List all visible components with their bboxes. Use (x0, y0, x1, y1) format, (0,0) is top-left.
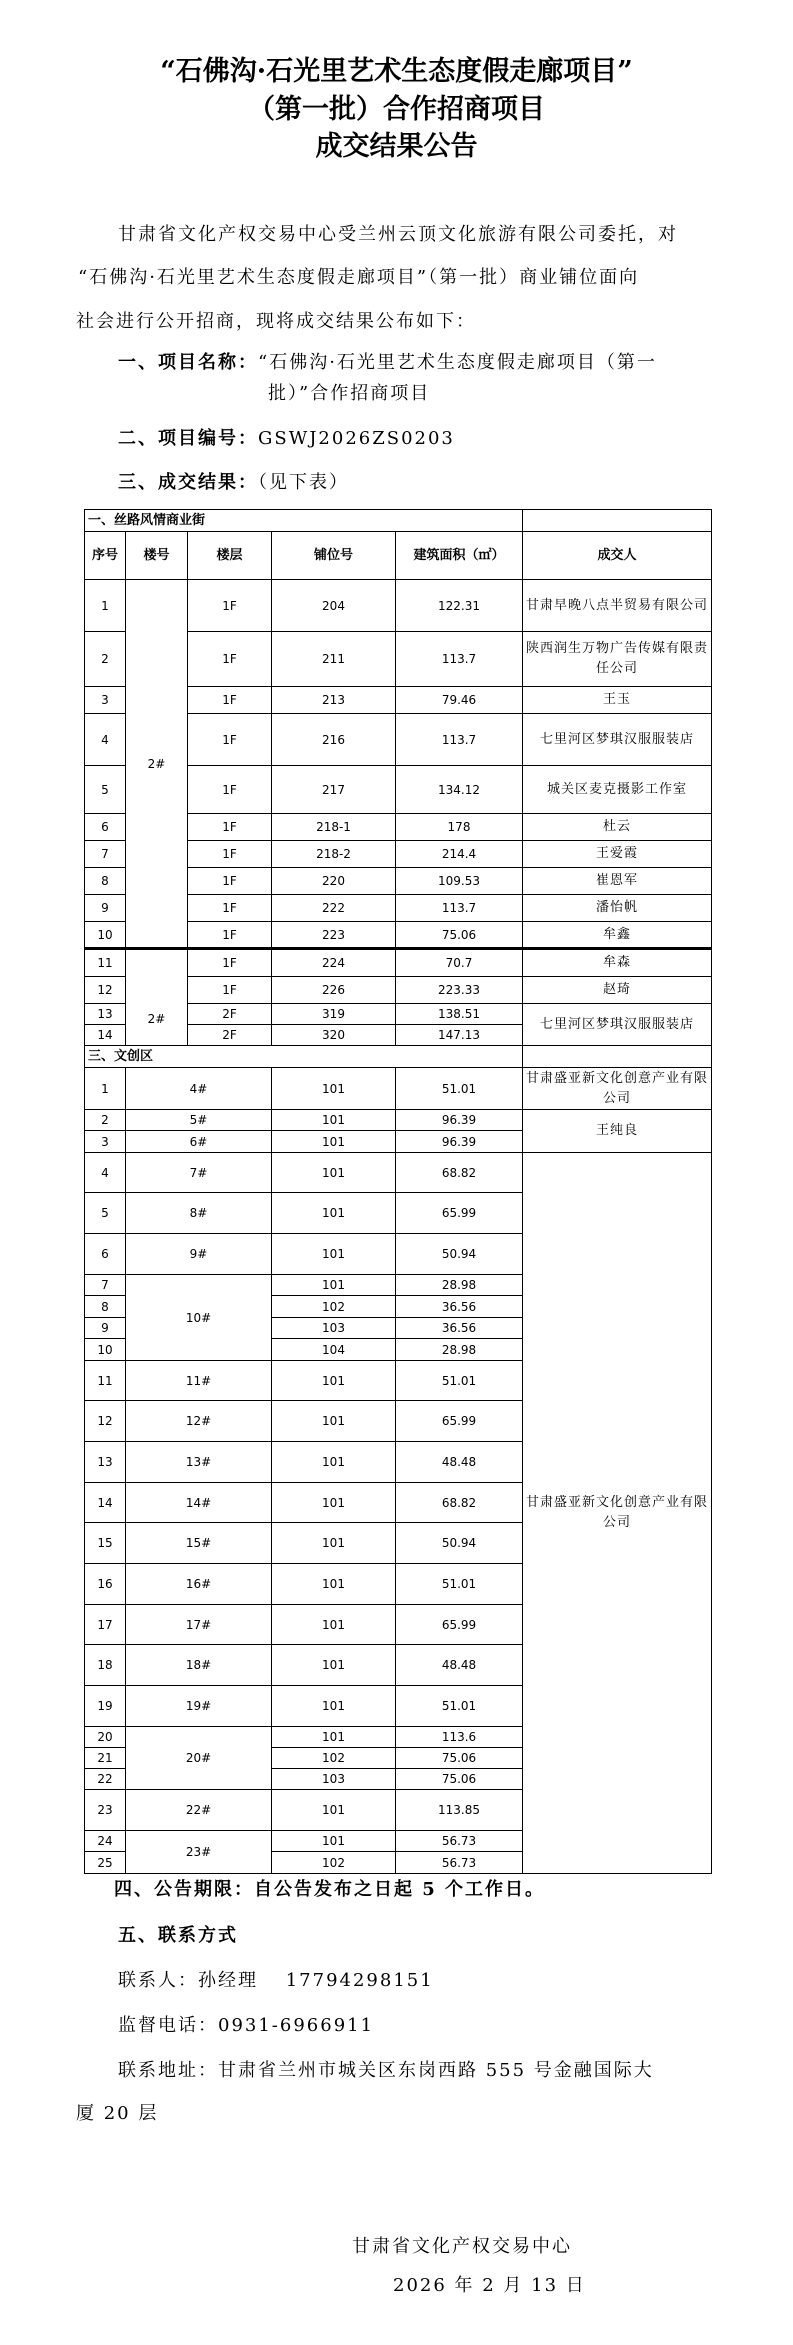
cell-no: 8 (85, 1296, 126, 1318)
project-name-label: 一、项目名称： (118, 352, 258, 373)
cell-no: 14 (85, 1025, 126, 1046)
cell-building: 17# (126, 1605, 272, 1645)
cell-area: 138.51 (396, 1004, 523, 1025)
cell-unit: 102 (272, 1852, 396, 1874)
cell-building: 23# (126, 1831, 272, 1874)
cell-party: 七里河区梦琪汉服服装店 (523, 714, 712, 766)
project-code-row (118, 428, 455, 450)
cell-area: 48.48 (396, 1442, 523, 1483)
cell-building: 2# (126, 580, 188, 949)
section-title: 三、文创区 (85, 1046, 523, 1068)
cell-party: 崔恩军 (523, 868, 712, 895)
col-header-building: 楼号 (126, 532, 188, 580)
project-name-value: “石佛沟·石光里艺术生态度假走廊项目（第一 (258, 352, 657, 373)
cell-building: 19# (126, 1686, 272, 1727)
cell-floor: 1F (188, 922, 272, 949)
cell-floor: 1F (188, 714, 272, 766)
signature-org: 甘肃省文化产权交易中心 (352, 2236, 572, 2257)
table-row (85, 1153, 712, 1193)
project-name-value-cont: 批）”合作招商项目 (268, 383, 431, 404)
table-row (85, 1068, 712, 1110)
cell-unit: 222 (272, 895, 396, 922)
cell-no: 5 (85, 1193, 126, 1234)
cell-area: 75.06 (396, 922, 523, 949)
cell-area: 113.7 (396, 632, 523, 687)
cell-unit: 101 (272, 1401, 396, 1442)
cell-area: 109.53 (396, 868, 523, 895)
cell-no: 7 (85, 1275, 126, 1296)
col-header-party: 成交人 (523, 532, 712, 580)
title-line-2: （第一批）合作招商项目 (248, 94, 545, 125)
cell-building: 10# (126, 1275, 272, 1361)
cell-unit: 101 (272, 1727, 396, 1748)
cell-area: 134.12 (396, 766, 523, 814)
cell-unit: 101 (272, 1442, 396, 1483)
cell-no: 22 (85, 1769, 126, 1790)
cell-no: 23 (85, 1790, 126, 1831)
cell-area: 223.33 (396, 977, 523, 1004)
cell-unit: 101 (272, 1193, 396, 1234)
intro-line-1: 甘肃省文化产权交易中心受兰州云顶文化旅游有限公司委托，对 (118, 224, 678, 245)
cell-floor: 1F (188, 949, 272, 977)
contact-address-cont: 厦 20 层 (76, 2103, 159, 2124)
title-line-1: “石佛沟·石光里艺术生态度假走廊项目” (160, 56, 633, 87)
cell-area: 75.06 (396, 1769, 523, 1790)
cell-no: 8 (85, 868, 126, 895)
empty-cell (523, 510, 712, 532)
result-label: 三、成交结果： (118, 472, 258, 493)
cell-area: 113.7 (396, 895, 523, 922)
cell-area: 68.82 (396, 1483, 523, 1523)
cell-unit: 101 (272, 1275, 396, 1296)
cell-party: 甘肃盛亚新文化创意产业有限公司 (523, 1153, 712, 1874)
cell-building: 14# (126, 1483, 272, 1523)
cell-party: 七里河区梦琪汉服服装店 (523, 1004, 712, 1046)
cell-unit: 101 (272, 1110, 396, 1131)
cell-floor: 2F (188, 1025, 272, 1046)
cell-area: 28.98 (396, 1275, 523, 1296)
cell-unit: 101 (272, 1483, 396, 1523)
cell-unit: 204 (272, 580, 396, 632)
results-table (84, 509, 712, 1874)
project-code-value: GSWJ2026ZS0203 (258, 428, 455, 449)
cell-area: 56.73 (396, 1852, 523, 1874)
cell-area: 68.82 (396, 1153, 523, 1193)
cell-no: 17 (85, 1605, 126, 1645)
cell-building: 7# (126, 1153, 272, 1193)
cell-no: 3 (85, 687, 126, 714)
cell-building: 11# (126, 1361, 272, 1401)
cell-unit: 101 (272, 1523, 396, 1564)
cell-unit: 220 (272, 868, 396, 895)
cell-no: 11 (85, 1361, 126, 1401)
cell-building: 5# (126, 1110, 272, 1131)
cell-no: 13 (85, 1442, 126, 1483)
cell-no: 15 (85, 1523, 126, 1564)
cell-floor: 1F (188, 977, 272, 1004)
cell-building: 6# (126, 1131, 272, 1153)
cell-no: 18 (85, 1645, 126, 1686)
col-header-floor: 楼层 (188, 532, 272, 580)
cell-party: 城关区麦克摄影工作室 (523, 766, 712, 814)
table-row (85, 949, 712, 977)
cell-party: 牟森 (523, 949, 712, 977)
cell-party: 王玉 (523, 687, 712, 714)
table-header-row (85, 532, 712, 580)
cell-no: 21 (85, 1748, 126, 1769)
cell-unit: 224 (272, 949, 396, 977)
cell-no: 16 (85, 1564, 126, 1605)
cell-area: 113.7 (396, 714, 523, 766)
cell-unit: 101 (272, 1564, 396, 1605)
cell-unit: 101 (272, 1831, 396, 1852)
cell-no: 5 (85, 766, 126, 814)
intro-line-2: “石佛沟·石光里艺术生态度假走廊项目”（第一批）商业铺位面向 (78, 267, 640, 288)
cell-area: 51.01 (396, 1564, 523, 1605)
cell-unit: 211 (272, 632, 396, 687)
cell-area: 75.06 (396, 1748, 523, 1769)
cell-no: 6 (85, 814, 126, 841)
cell-party: 甘肃盛亚新文化创意产业有限公司 (523, 1068, 712, 1110)
cell-area: 113.85 (396, 1790, 523, 1831)
cell-unit: 217 (272, 766, 396, 814)
cell-no: 11 (85, 949, 126, 977)
cell-no: 4 (85, 714, 126, 766)
cell-building: 8# (126, 1193, 272, 1234)
cell-unit: 101 (272, 1645, 396, 1686)
cell-unit: 101 (272, 1361, 396, 1401)
cell-building: 13# (126, 1442, 272, 1483)
cell-party: 陕西润生万物广告传媒有限责任公司 (523, 632, 712, 687)
cell-party: 潘怡帆 (523, 895, 712, 922)
cell-no: 1 (85, 1068, 126, 1110)
supervision-phone: 监督电话：0931-6966911 (118, 2015, 375, 2036)
cell-no: 4 (85, 1153, 126, 1193)
contact-person: 联系人：孙经理 17794298151 (118, 1970, 434, 1991)
cell-no: 20 (85, 1727, 126, 1748)
cell-area: 122.31 (396, 580, 523, 632)
cell-party: 甘肃早晚八点半贸易有限公司 (523, 580, 712, 632)
cell-building: 16# (126, 1564, 272, 1605)
cell-no: 6 (85, 1234, 126, 1275)
cell-party: 王纯良 (523, 1110, 712, 1153)
cell-no: 10 (85, 922, 126, 949)
cell-no: 13 (85, 1004, 126, 1025)
cell-floor: 1F (188, 632, 272, 687)
cell-unit: 320 (272, 1025, 396, 1046)
cell-area: 48.48 (396, 1645, 523, 1686)
contact-label: 五、联系方式 (118, 1925, 238, 1946)
cell-floor: 1F (188, 841, 272, 868)
cell-no: 7 (85, 841, 126, 868)
cell-building: 2# (126, 949, 188, 1046)
cell-unit: 101 (272, 1131, 396, 1153)
cell-unit: 101 (272, 1790, 396, 1831)
cell-area: 79.46 (396, 687, 523, 714)
col-header-unit: 铺位号 (272, 532, 396, 580)
cell-unit: 103 (272, 1318, 396, 1339)
cell-unit: 216 (272, 714, 396, 766)
cell-floor: 2F (188, 1004, 272, 1025)
cell-party: 牟鑫 (523, 922, 712, 949)
cell-no: 2 (85, 1110, 126, 1131)
cell-no: 24 (85, 1831, 126, 1852)
table-row (85, 1110, 712, 1131)
cell-area: 36.56 (396, 1318, 523, 1339)
cell-area: 51.01 (396, 1361, 523, 1401)
cell-area: 96.39 (396, 1110, 523, 1131)
cell-no: 3 (85, 1131, 126, 1153)
project-code-label: 二、项目编号： (118, 428, 258, 449)
cell-no: 9 (85, 1318, 126, 1339)
cell-area: 214.4 (396, 841, 523, 868)
signature-date: 2026 年 2 月 13 日 (393, 2275, 586, 2296)
cell-unit: 218-2 (272, 841, 396, 868)
intro-line-3: 社会进行公开招商，现将成交结果公布如下： (76, 311, 476, 332)
cell-area: 96.39 (396, 1131, 523, 1153)
cell-unit: 226 (272, 977, 396, 1004)
cell-area: 70.7 (396, 949, 523, 977)
cell-unit: 101 (272, 1153, 396, 1193)
notice-period: 四、公告期限：自公告发布之日起 5 个工作日。 (114, 1879, 546, 1900)
cell-area: 65.99 (396, 1193, 523, 1234)
cell-floor: 1F (188, 580, 272, 632)
cell-no: 1 (85, 580, 126, 632)
empty-cell (523, 1046, 712, 1068)
cell-no: 19 (85, 1686, 126, 1727)
cell-unit: 104 (272, 1339, 396, 1361)
title-line-3: 成交结果公告 (315, 131, 478, 162)
cell-no: 12 (85, 1401, 126, 1442)
cell-party: 赵琦 (523, 977, 712, 1004)
cell-no: 14 (85, 1483, 126, 1523)
cell-no: 10 (85, 1339, 126, 1361)
cell-unit: 101 (272, 1068, 396, 1110)
cell-area: 65.99 (396, 1605, 523, 1645)
cell-building: 4# (126, 1068, 272, 1110)
cell-unit: 319 (272, 1004, 396, 1025)
cell-no: 2 (85, 632, 126, 687)
cell-building: 20# (126, 1727, 272, 1790)
cell-building: 18# (126, 1645, 272, 1686)
cell-building: 15# (126, 1523, 272, 1564)
cell-floor: 1F (188, 814, 272, 841)
cell-floor: 1F (188, 766, 272, 814)
cell-party: 杜云 (523, 814, 712, 841)
col-header-area: 建筑面积（㎡） (396, 532, 523, 580)
cell-area: 65.99 (396, 1401, 523, 1442)
cell-area: 178 (396, 814, 523, 841)
cell-unit: 218-1 (272, 814, 396, 841)
cell-floor: 1F (188, 687, 272, 714)
cell-area: 28.98 (396, 1339, 523, 1361)
project-name-row (118, 352, 657, 374)
cell-unit: 102 (272, 1748, 396, 1769)
cell-party: 王爱霞 (523, 841, 712, 868)
cell-no: 9 (85, 895, 126, 922)
cell-area: 113.6 (396, 1727, 523, 1748)
col-header-no: 序号 (85, 532, 126, 580)
section-header-row (85, 510, 712, 532)
cell-floor: 1F (188, 868, 272, 895)
cell-unit: 101 (272, 1605, 396, 1645)
cell-building: 9# (126, 1234, 272, 1275)
cell-unit: 101 (272, 1686, 396, 1727)
cell-unit: 102 (272, 1296, 396, 1318)
cell-area: 56.73 (396, 1831, 523, 1852)
cell-area: 147.13 (396, 1025, 523, 1046)
section-header-row (85, 1046, 712, 1068)
result-row (118, 472, 349, 494)
cell-area: 36.56 (396, 1296, 523, 1318)
section-title: 一、丝路风情商业街 (85, 510, 523, 532)
cell-no: 12 (85, 977, 126, 1004)
cell-unit: 213 (272, 687, 396, 714)
cell-no: 25 (85, 1852, 126, 1874)
cell-floor: 1F (188, 895, 272, 922)
cell-unit: 101 (272, 1234, 396, 1275)
result-value: （见下表） (258, 472, 349, 493)
cell-building: 22# (126, 1790, 272, 1831)
cell-building: 12# (126, 1401, 272, 1442)
cell-unit: 223 (272, 922, 396, 949)
cell-area: 51.01 (396, 1068, 523, 1110)
table-row (85, 580, 712, 632)
cell-unit: 103 (272, 1769, 396, 1790)
cell-area: 51.01 (396, 1686, 523, 1727)
cell-area: 50.94 (396, 1523, 523, 1564)
cell-area: 50.94 (396, 1234, 523, 1275)
contact-address: 联系地址：甘肃省兰州市城关区东岗西路 555 号金融国际大 (118, 2060, 654, 2081)
